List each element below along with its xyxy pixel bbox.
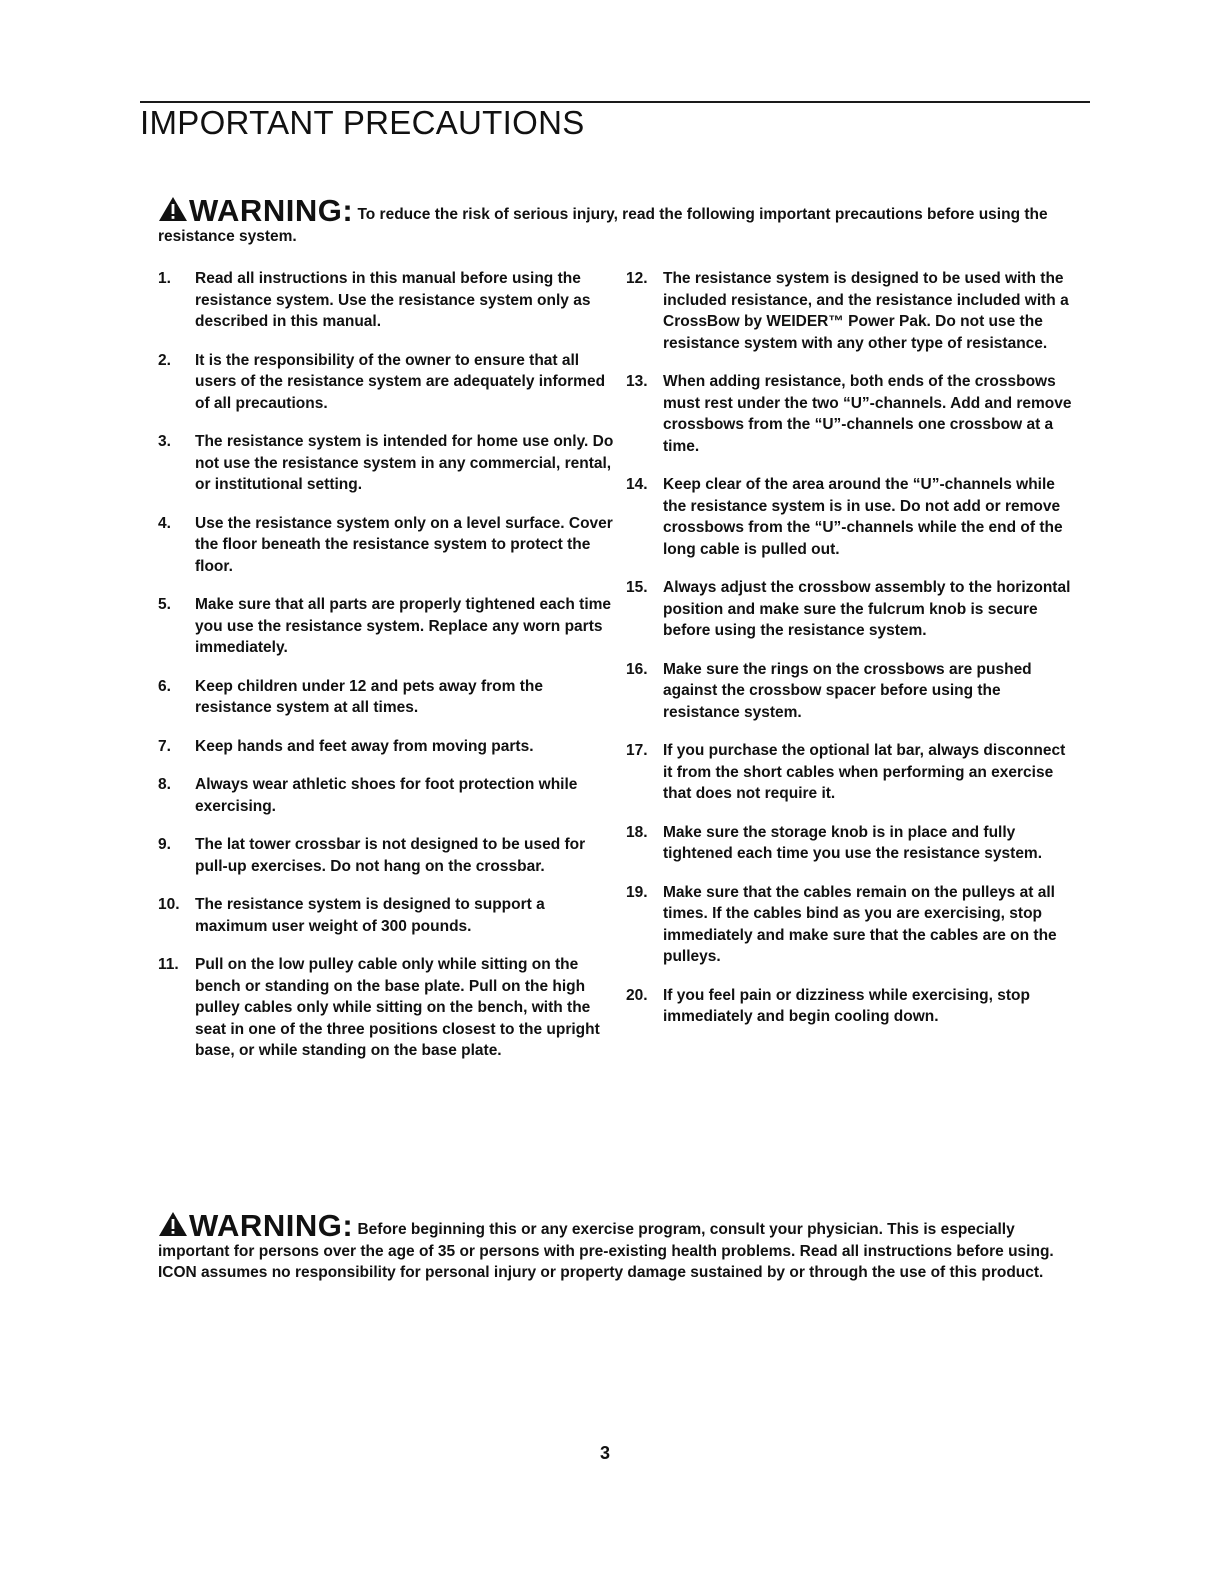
item-text: Use the resistance system only on a level surface. Cover the floor beneath the resistance system to protect the floor. <box>195 514 613 575</box>
warning-top <box>158 193 1078 247</box>
item-number: 6. <box>158 677 171 695</box>
list-item <box>158 774 618 817</box>
item-number: 10. <box>158 896 180 913</box>
list-item <box>158 594 618 659</box>
list-item <box>158 268 618 333</box>
item-number: 19. <box>626 883 648 901</box>
item-number: 17. <box>626 742 648 759</box>
item-text: Make sure that the cables remain on the pulleys at all times. If the cables bind as you are exercising, stop immediately and make sure that the cables are on the pulleys. <box>663 883 1057 965</box>
list-item <box>158 350 618 415</box>
list-item <box>158 431 618 496</box>
item-text: It is the responsibility of the owner to ensure that all users of the resistance system are adequately informed of all precautions. <box>195 351 606 412</box>
list-item <box>626 268 1078 354</box>
item-number: 14. <box>626 476 648 493</box>
item-number: 5. <box>158 596 171 613</box>
item-number: 7. <box>158 737 171 755</box>
warning-triangle-icon <box>158 1211 188 1237</box>
item-text: The resistance system is designed to be used with the included resistance, and the resistance included with a CrossBow by WEIDER™ Power Pak. Do not use the resistance system with any other type of resistance. <box>663 270 1069 352</box>
item-number: 20. <box>626 986 648 1004</box>
item-text: The resistance system is intended for home use only. Do not use the resistance system in any commercial, rental, or institutional setting. <box>195 433 614 493</box>
item-number: 15. <box>626 579 648 596</box>
item-text: If you purchase the optional lat bar, always disconnect it from the short cables when performing an exercise that does not require it. <box>663 742 1066 802</box>
item-text: Make sure the storage knob is in place and fully tightened each time you use the resistance system. <box>663 823 1043 862</box>
item-number: 9. <box>158 836 171 853</box>
list-item <box>158 894 618 937</box>
warning-triangle-icon <box>158 196 188 222</box>
warning-bottom <box>158 1208 1078 1284</box>
warning-bottom-text: Before beginning this or any exercise program, consult your physician. This is especially important for persons over the age of 35 or persons with pre-existing health problems. Read all instructions before using. ICON assumes no responsibility for personal injury or property damage sustained by or through the use of this product. <box>158 1221 1054 1281</box>
list-item <box>626 740 1078 805</box>
list-item <box>158 834 618 877</box>
list-item <box>158 954 618 1062</box>
item-number: 4. <box>158 514 171 532</box>
list-item <box>626 985 1078 1028</box>
item-text: Pull on the low pulley cable only while sitting on the bench or standing on the base plate. Pull on the high pulley cables only while sitting on the bench, with the seat in one of the three positions closest to the upright base, or while standing on the base plate. <box>195 956 600 1059</box>
item-text: When adding resistance, both ends of the crossbows must rest under the two “U”-channels. Add and remove crossbows from the “U”-channels one crossbow at a time. <box>663 373 1072 455</box>
page-number: 3 <box>599 1443 610 1463</box>
item-text: The resistance system is designed to support a maximum user weight of 300 pounds. <box>195 896 545 935</box>
item-text: Make sure that all parts are properly tightened each time you use the resistance system. Replace any worn parts immediately. <box>195 596 612 656</box>
list-item <box>626 659 1078 724</box>
item-number: 11. <box>158 956 179 973</box>
list-item <box>626 474 1078 560</box>
header-rule <box>140 101 1090 103</box>
warning-top-text: To reduce the risk of serious injury, read the following important precautions before using the resistance system. <box>158 206 1048 245</box>
list-item <box>158 513 618 578</box>
warning-bottom-label: WARNING: <box>189 1208 354 1243</box>
item-text: Make sure the rings on the crossbows are pushed against the crossbow spacer before using the resistance system. <box>663 660 1032 721</box>
list-item <box>626 882 1078 968</box>
precautions-right-column <box>626 268 1078 1045</box>
item-number: 1. <box>158 270 171 287</box>
item-text: Always adjust the crossbow assembly to the horizontal position and make sure the fulcrum knob is secure before using the resistance system. <box>663 579 1071 639</box>
item-number: 3. <box>158 433 171 450</box>
list-item <box>158 676 618 719</box>
item-text: Keep clear of the area around the “U”-channels while the resistance system is in use. Do not add or remove crossbows from the “U”-channels while the end of the long cable is pulled out. <box>663 476 1063 558</box>
item-number: 2. <box>158 351 171 369</box>
warning-top-label: WARNING: <box>189 193 354 228</box>
item-number: 12. <box>626 270 648 287</box>
list-item <box>626 577 1078 642</box>
list-item <box>626 822 1078 865</box>
precautions-left-column <box>158 268 618 1079</box>
item-text: Always wear athletic shoes for foot protection while exercising. <box>195 776 578 815</box>
item-text: Keep children under 12 and pets away from the resistance system at all times. <box>195 677 543 716</box>
item-text: Read all instructions in this manual before using the resistance system. Use the resistance system only as described in this manual. <box>195 270 591 330</box>
item-text: The lat tower crossbar is not designed to be used for pull-up exercises. Do not hang on the crossbar. <box>195 836 586 875</box>
item-number: 16. <box>626 660 648 678</box>
list-item <box>158 736 618 758</box>
page-title: IMPORTANT PRECAUTIONS <box>140 104 585 141</box>
item-number: 8. <box>158 776 171 793</box>
item-text: If you feel pain or dizziness while exercising, stop immediately and begin cooling down. <box>663 986 1030 1025</box>
item-number: 13. <box>626 373 648 390</box>
list-item <box>626 371 1078 457</box>
item-text: Keep hands and feet away from moving parts. <box>195 737 534 755</box>
item-number: 18. <box>626 823 648 841</box>
